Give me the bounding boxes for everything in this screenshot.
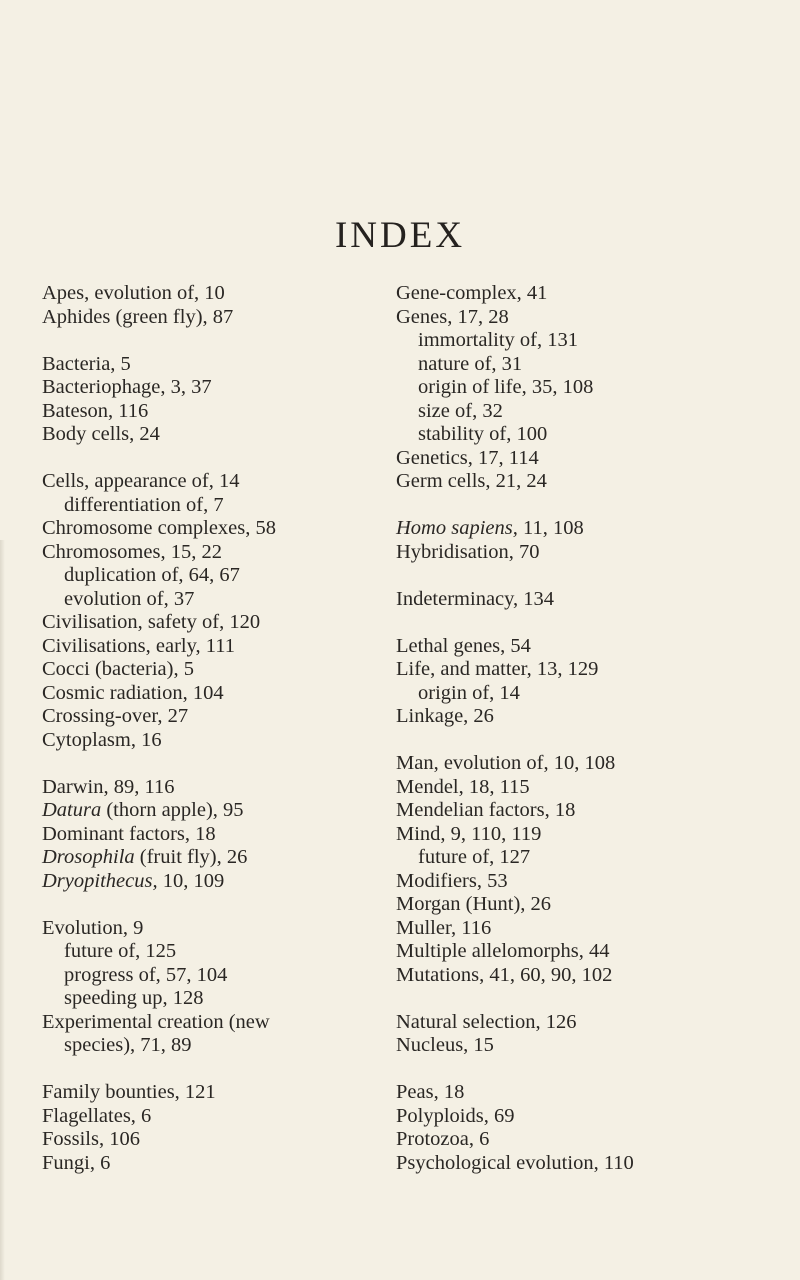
index-entry-text: Life, and matter, 13, 129 — [396, 658, 599, 680]
index-subentry — [42, 987, 382, 1011]
index-subentry — [396, 682, 786, 706]
index-entry — [396, 870, 786, 894]
index-entry-text: future of, 125 — [64, 940, 177, 962]
index-entry-text: Apes, evolution of, 10 — [42, 282, 225, 304]
index-entry-text: Lethal genes, 54 — [396, 634, 531, 657]
index-entry-text: Gene-complex, 41 — [396, 282, 548, 304]
index-entry — [396, 588, 786, 612]
index-column-left — [42, 282, 382, 1175]
index-entry — [396, 658, 786, 682]
index-section-gap — [42, 329, 382, 353]
index-entry-text: Bateson, 116 — [42, 399, 149, 422]
index-entry-text: 10, 109 — [157, 869, 225, 892]
index-section-gap — [396, 987, 786, 1011]
index-entry-text: Hybridisation, 70 — [396, 540, 540, 563]
index-subentry — [42, 564, 382, 588]
index-entry-text: Chromosomes, 15, 22 — [42, 540, 222, 563]
index-entry-italic-term: Drosophila — [42, 846, 135, 868]
index-entry-text: Mendelian factors, 18 — [396, 799, 576, 821]
index-entry — [42, 1128, 382, 1152]
index-entry-text: Fossils, 106 — [42, 1128, 140, 1150]
index-subentry — [396, 846, 786, 870]
index-entry-text: Cells, appearance of, 14 — [42, 470, 240, 492]
index-entry — [42, 541, 382, 565]
index-entry-text: (thorn apple), 95 — [101, 799, 244, 821]
index-entry-text: progress of, 57, 104 — [64, 963, 228, 986]
index-entry-text: Psychological evolution, 110 — [396, 1151, 634, 1174]
index-entry-text: Civilisations, early, 111 — [42, 634, 236, 657]
index-entry-text: origin of life, 35, 108 — [418, 376, 594, 398]
index-entry — [396, 517, 786, 541]
page-spine-shadow — [0, 540, 5, 1280]
index-entry — [42, 353, 382, 377]
index-entry-text: Bacteriophage, 3, 37 — [42, 376, 212, 398]
index-entry — [396, 893, 786, 917]
index-entry-text: Aphides (green fly), 87 — [42, 305, 234, 328]
index-subentry — [42, 940, 382, 964]
index-entry — [42, 306, 382, 330]
index-entry — [42, 823, 382, 847]
index-entry — [42, 705, 382, 729]
index-subentry — [42, 1034, 382, 1058]
index-entry — [396, 799, 786, 823]
index-subentry — [42, 588, 382, 612]
index-entry-text: Modifiers, 53 — [396, 869, 508, 892]
index-entry — [396, 940, 786, 964]
index-entry — [396, 1081, 786, 1105]
index-entry-text: Experimental creation (new — [42, 1010, 270, 1033]
index-entry-text: nature of, 31 — [418, 352, 523, 375]
index-entry-text: Natural selection, 126 — [396, 1010, 577, 1033]
index-subentry — [396, 376, 786, 400]
index-entry-text: Chromosome complexes, 58 — [42, 517, 277, 539]
index-entry — [396, 1034, 786, 1058]
index-subentry — [396, 329, 786, 353]
index-entry — [396, 541, 786, 565]
index-entry-text: duplication of, 64, 67 — [64, 564, 240, 586]
index-entry — [42, 470, 382, 494]
index-entry — [42, 1152, 382, 1176]
index-entry — [396, 917, 786, 941]
index-entry-text: Germ cells, 21, 24 — [396, 470, 547, 492]
index-entry-text: size of, 32 — [418, 399, 503, 422]
index-column-right — [396, 282, 786, 1175]
index-entry-text: Darwin, 89, 116 — [42, 775, 175, 798]
index-entry-text: Cocci (bacteria), 5 — [42, 658, 194, 680]
index-entry — [42, 799, 382, 823]
index-subentry — [42, 964, 382, 988]
index-entry-text: Indeterminacy, 134 — [396, 587, 555, 610]
index-entry-text: Mind, 9, 110, 119 — [396, 822, 542, 845]
index-entry — [396, 964, 786, 988]
index-entry — [396, 470, 786, 494]
index-section-gap — [42, 893, 382, 917]
index-entry — [396, 1011, 786, 1035]
index-entry-text: Family bounties, 121 — [42, 1081, 216, 1103]
index-entry — [42, 776, 382, 800]
index-entry — [42, 729, 382, 753]
index-entry — [396, 1105, 786, 1129]
index-entry — [42, 1081, 382, 1105]
index-entry-text: Bacteria, 5 — [42, 352, 131, 375]
index-section-gap — [396, 611, 786, 635]
index-entry-text: Body cells, 24 — [42, 423, 160, 445]
index-entry — [396, 1152, 786, 1176]
index-entry-text: Cosmic radiation, 104 — [42, 681, 224, 704]
index-entry-text: evolution of, 37 — [64, 587, 195, 610]
index-entry-text: Genes, 17, 28 — [396, 305, 509, 328]
index-entry-text: Civilisation, safety of, 120 — [42, 611, 261, 633]
index-entry — [42, 376, 382, 400]
index-entry-text: Flagellates, 6 — [42, 1104, 152, 1127]
index-entry — [396, 306, 786, 330]
index-subentry — [396, 400, 786, 424]
index-entry — [396, 752, 786, 776]
index-entry-text: Peas, 18 — [396, 1081, 465, 1103]
index-section-gap — [396, 729, 786, 753]
index-entry — [42, 635, 382, 659]
index-entry — [42, 517, 382, 541]
index-section-gap — [396, 494, 786, 518]
index-entry — [42, 282, 382, 306]
index-entry — [42, 1011, 382, 1035]
page-title: INDEX — [334, 215, 466, 256]
index-entry-text: stability of, 100 — [418, 423, 548, 445]
index-entry — [396, 635, 786, 659]
index-entry — [42, 917, 382, 941]
index-entry-text: differentiation of, 7 — [64, 493, 224, 516]
index-entry-text: speeding up, 128 — [64, 987, 204, 1009]
index-entry — [42, 846, 382, 870]
index-entry — [396, 447, 786, 471]
index-entry-text: Muller, 116 — [396, 916, 492, 939]
index-entry-text: Polyploids, 69 — [396, 1104, 515, 1127]
index-entry-text: Dominant factors, 18 — [42, 822, 216, 845]
index-entry-text: Linkage, 26 — [396, 705, 494, 727]
index-entry-text: (fruit fly), 26 — [134, 846, 248, 868]
index-entry — [396, 823, 786, 847]
index-entry-text: origin of, 14 — [418, 681, 520, 704]
index-entry-text: Multiple allelomorphs, 44 — [396, 940, 610, 962]
index-entry-text: Protozoa, 6 — [396, 1128, 490, 1150]
index-entry-text: Mutations, 41, 60, 90, 102 — [396, 963, 613, 986]
index-subentry — [42, 494, 382, 518]
index-section-gap — [396, 564, 786, 588]
index-entry — [42, 423, 382, 447]
index-subentry — [396, 353, 786, 377]
index-entry — [42, 611, 382, 635]
index-entry-italic-term: Homo sapiens, — [396, 517, 518, 539]
index-entry-text: 11, 108 — [517, 517, 584, 539]
index-entry-text: Man, evolution of, 10, 108 — [396, 752, 616, 774]
index-entry-text: species), 71, 89 — [64, 1034, 192, 1056]
index-entry — [42, 870, 382, 894]
index-section-gap — [42, 752, 382, 776]
index-entry-italic-term: Dryopithecus, — [42, 869, 158, 892]
index-entry-text: Nucleus, 15 — [396, 1034, 494, 1056]
index-entry — [42, 682, 382, 706]
index-entry-italic-term: Datura — [42, 799, 102, 821]
index-entry — [42, 1105, 382, 1129]
index-entry-text: Mendel, 18, 115 — [396, 775, 530, 798]
index-entry — [396, 705, 786, 729]
index-entry-text: Fungi, 6 — [42, 1151, 111, 1174]
index-entry-text: Crossing-over, 27 — [42, 705, 189, 727]
index-entry — [396, 776, 786, 800]
index-entry-text: Genetics, 17, 114 — [396, 446, 539, 469]
index-entry-text: immortality of, 131 — [418, 329, 578, 351]
index-subentry — [396, 423, 786, 447]
index-entry — [42, 400, 382, 424]
index-entry-text: Evolution, 9 — [42, 916, 144, 939]
index-section-gap — [42, 1058, 382, 1082]
index-entry-text: future of, 127 — [418, 846, 531, 868]
index-entry-text: Morgan (Hunt), 26 — [396, 893, 552, 915]
index-entry — [396, 282, 786, 306]
index-entry — [42, 658, 382, 682]
index-entry-text: Cytoplasm, 16 — [42, 728, 162, 751]
index-entry — [396, 1128, 786, 1152]
index-section-gap — [396, 1058, 786, 1082]
index-section-gap — [42, 447, 382, 471]
